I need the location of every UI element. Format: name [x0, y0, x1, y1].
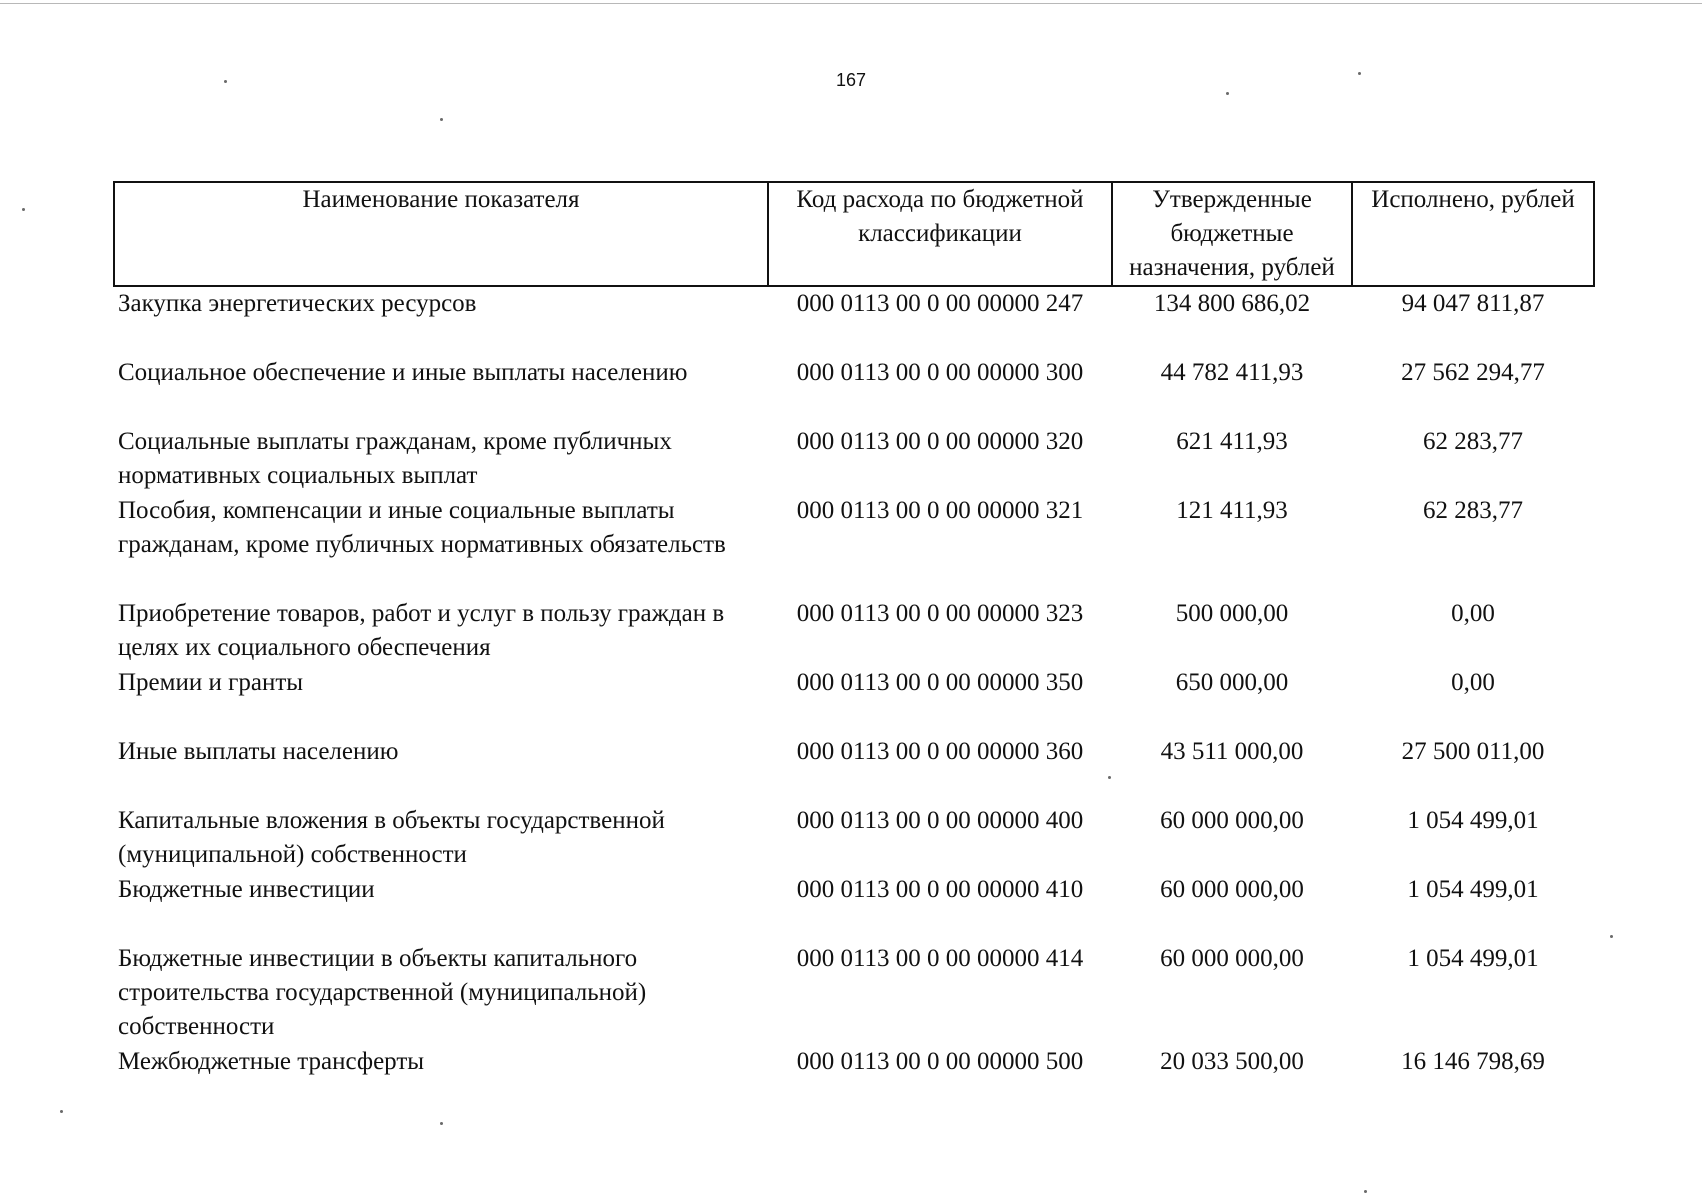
- header-row: [114, 182, 1594, 286]
- approved-amount: 621 411,93: [1176, 428, 1288, 455]
- budget-execution-table: [113, 181, 1595, 1114]
- approved-amount: 60 000 000,00: [1160, 807, 1304, 834]
- scan-speck: [1610, 935, 1613, 938]
- scan-speck: [60, 1110, 63, 1113]
- executed-amount: 16 146 798,69: [1401, 1048, 1545, 1075]
- scan-speck: [440, 118, 443, 121]
- expense-code: 000 0113 00 0 00 00000 414: [796, 945, 1084, 972]
- scan-speck: [440, 1122, 443, 1125]
- table-row: [114, 356, 1594, 425]
- approved-amount: 60 000 000,00: [1160, 876, 1304, 903]
- indicator-name: Капитальные вложения в объекты государственной (муниципальной) собственности: [118, 807, 665, 868]
- scan-speck: [224, 80, 227, 83]
- header-approved-amount: Утвержденные бюджетные назначения, рублей: [1112, 182, 1352, 286]
- scan-speck: [22, 208, 25, 211]
- approved-amount: 43 511 000,00: [1160, 738, 1304, 765]
- executed-amount: 62 283,77: [1423, 428, 1523, 455]
- executed-amount: 27 562 294,77: [1401, 359, 1545, 386]
- executed-amount: 1 054 499,01: [1407, 945, 1539, 972]
- approved-amount: 134 800 686,02: [1153, 290, 1311, 317]
- indicator-name: Закупка энергетических ресурсов: [118, 290, 477, 317]
- executed-amount: 1 054 499,01: [1407, 807, 1539, 834]
- expense-code: 000 0113 00 0 00 00000 321: [796, 497, 1084, 524]
- approved-amount: 44 782 411,93: [1160, 359, 1304, 386]
- indicator-name: Иные выплаты населению: [118, 738, 399, 765]
- scan-speck: [1364, 1190, 1367, 1193]
- executed-amount: 0,00: [1451, 669, 1495, 696]
- expense-code: 000 0113 00 0 00 00000 410: [796, 876, 1084, 903]
- expense-code: 000 0113 00 0 00 00000 300: [796, 359, 1084, 386]
- table-row: [114, 804, 1594, 873]
- scan-edge-line: [0, 3, 1702, 4]
- expense-code: 000 0113 00 0 00 00000 247: [796, 290, 1084, 317]
- expense-code: 000 0113 00 0 00 00000 400: [796, 807, 1084, 834]
- table-body: [114, 286, 1594, 1114]
- table-row: [114, 1045, 1594, 1114]
- expense-code: 000 0113 00 0 00 00000 360: [796, 738, 1084, 765]
- table-header: [114, 182, 1594, 286]
- expense-code: 000 0113 00 0 00 00000 320: [796, 428, 1084, 455]
- indicator-name: Приобретение товаров, работ и услуг в пользу граждан в целях их социального обеспечения: [118, 600, 725, 661]
- table-row: [114, 666, 1594, 735]
- indicator-name: Социальное обеспечение и иные выплаты населению: [118, 359, 688, 386]
- executed-amount: 62 283,77: [1423, 497, 1523, 524]
- budget-table-container: [113, 181, 1593, 1114]
- table-row: [114, 425, 1594, 494]
- approved-amount: 500 000,00: [1175, 600, 1289, 627]
- approved-amount: 650 000,00: [1175, 669, 1289, 696]
- header-expense-code: Код расхода по бюджетной классификации: [768, 182, 1112, 286]
- scan-speck: [1226, 92, 1229, 95]
- expense-code: 000 0113 00 0 00 00000 323: [796, 600, 1084, 627]
- indicator-name: Премии и гранты: [118, 669, 304, 696]
- table-row: [114, 286, 1594, 356]
- indicator-name: Бюджетные инвестиции в объекты капитального строительства государственной (муниципальной) собственности: [118, 945, 647, 1040]
- indicator-name: Социальные выплаты гражданам, кроме публичных нормативных социальных выплат: [118, 428, 672, 489]
- executed-amount: 94 047 811,87: [1401, 290, 1545, 317]
- scan-speck: [1358, 72, 1361, 75]
- table-row: [114, 942, 1594, 1045]
- table-row: [114, 494, 1594, 597]
- executed-amount: 0,00: [1451, 600, 1495, 627]
- expense-code: 000 0113 00 0 00 00000 350: [796, 669, 1084, 696]
- scan-speck: [1108, 776, 1111, 779]
- header-indicator-name: Наименование показателя: [114, 182, 768, 286]
- approved-amount: 20 033 500,00: [1160, 1048, 1304, 1075]
- approved-amount: 60 000 000,00: [1160, 945, 1304, 972]
- executed-amount: 1 054 499,01: [1407, 876, 1539, 903]
- table-row: [114, 873, 1594, 942]
- indicator-name: Межбюджетные трансферты: [118, 1048, 425, 1075]
- table-row: [114, 735, 1594, 804]
- indicator-name: Бюджетные инвестиции: [118, 876, 375, 903]
- expense-code: 000 0113 00 0 00 00000 500: [796, 1048, 1084, 1075]
- page-number: 167: [835, 70, 867, 90]
- executed-amount: 27 500 011,00: [1401, 738, 1545, 765]
- indicator-name: Пособия, компенсации и иные социальные выплаты гражданам, кроме публичных нормативных обязательств: [118, 497, 726, 558]
- header-executed-amount: Исполнено, рублей: [1352, 182, 1594, 286]
- table-row: [114, 597, 1594, 666]
- approved-amount: 121 411,93: [1176, 497, 1288, 524]
